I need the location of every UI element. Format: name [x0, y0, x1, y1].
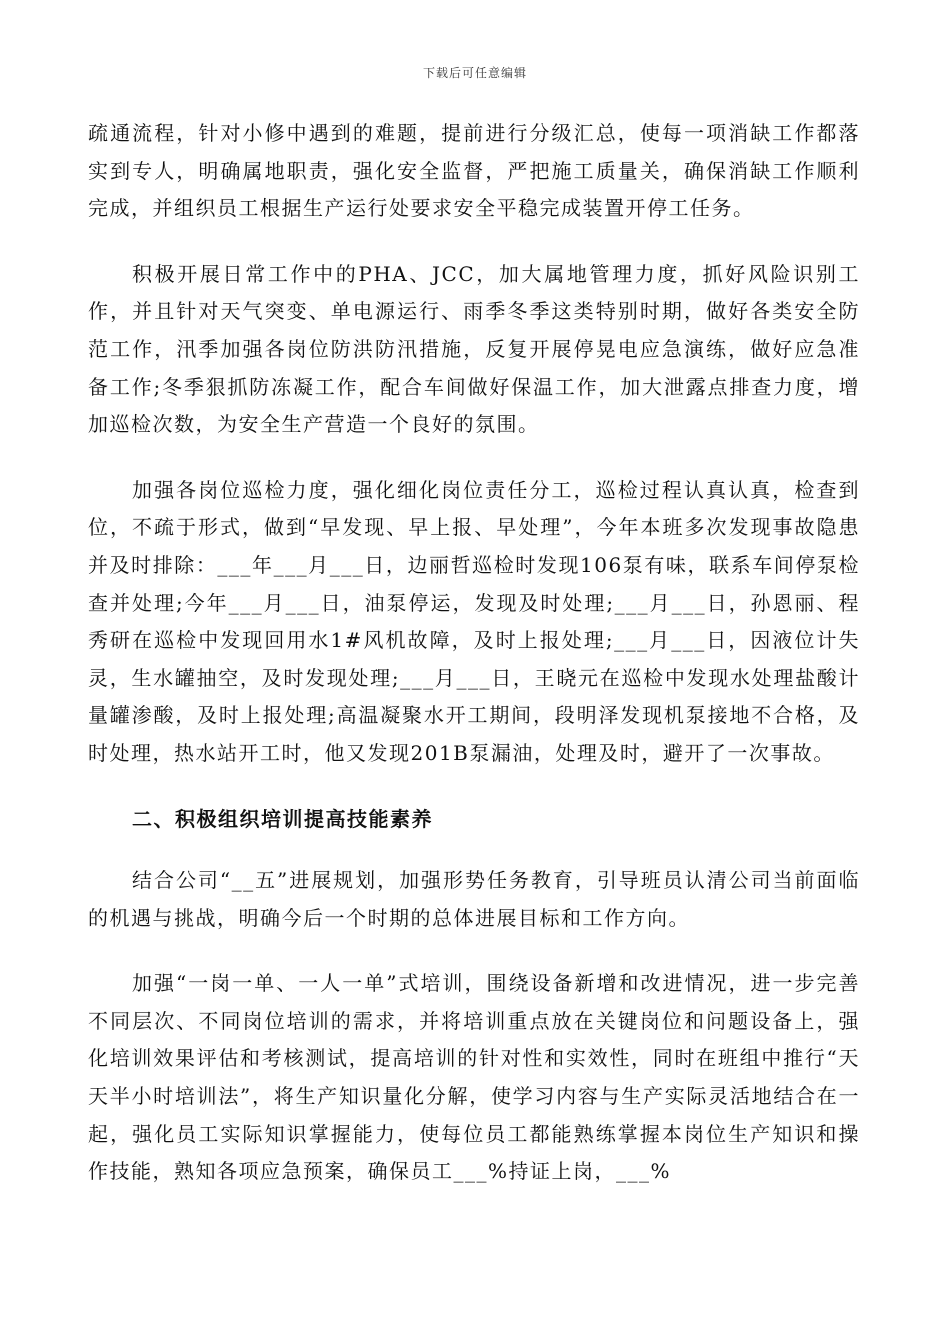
paragraph-3: 加强各岗位巡检力度，强化细化岗位责任分工，巡检过程认真认真，检查到位，不疏于形式，做到“早发现、早上报、早处理”，今年本班多次发现事故隐患并及时排除：___年___月___日，边丽哲巡检时发现106泵有味，联系车间停泵检查并处理;今年___月___日，油泵停运，发现及时处理;___月___日，孙恩丽、程秀研在巡检中发现回用水1#风机故障，及时上报处理;___月___日，因液位计失灵，生水罐抽空，及时发现处理;___月___日，王晓元在巡检中发现水处理盐酸计量罐渗酸，及时上报处理;高温凝聚水开工期间，段明泽发现机泵接地不合格，及时处理，热水站开工时，他又发现201B泵漏油，处理及时，避开了一次事故。	[88, 477, 860, 765]
paragraph-5: 加强“一岗一单、一人一单”式培训，围绕设备新增和改进情况，进一步完善不同层次、不同岗位培训的需求，并将培训重点放在关键岗位和问题设备上，强化培训效果评估和考核测试，提高培训的针对性和实效性，同时在班组中推行“天天半小时培训法”，将生产知识量化分解，使学习内容与生产实际灵活地结合在一起，强化员工实际知识掌握能力，使每位员工都能熟练掌握本岗位生产知识和操作技能，熟知各项应急预案，确保员工___%持证上岗，___%	[88, 971, 860, 1184]
page-header: 下载后可任意编辑	[422, 66, 527, 80]
paragraph-2: 积极开展日常工作中的PHA、JCC，加大属地管理力度，抓好风险识别工作，并且针对天气突变、单电源运行、雨季冬季这类特别时期，做好各类安全防范工作，汛季加强各岗位防洪防汛措施，反复开展停晃电应急演练，做好应急准备工作;冬季狠抓防冻凝工作，配合车间做好保温工作，加大泄露点排查力度，增加巡检次数，为安全生产营造一个良好的氛围。	[88, 261, 860, 437]
paragraph-1: 疏通流程，针对小修中遇到的难题，提前进行分级汇总，使每一项消缺工作都落实到专人，明确属地职责，强化安全监督，严把施工质量关，确保消缺工作顺利完成，并组织员工根据生产运行处要求安全平稳完成装置开停工任务。	[88, 121, 860, 221]
document-body	[88, 115, 860, 1191]
paragraph-4: 结合公司“__五”进展规划，加强形势任务教育，引导班员认清公司当前面临的机遇与挑战，明确今后一个时期的总体进展目标和工作方向。	[88, 868, 860, 930]
section-heading: 二、积极组织培训提高技能素养	[132, 806, 433, 831]
